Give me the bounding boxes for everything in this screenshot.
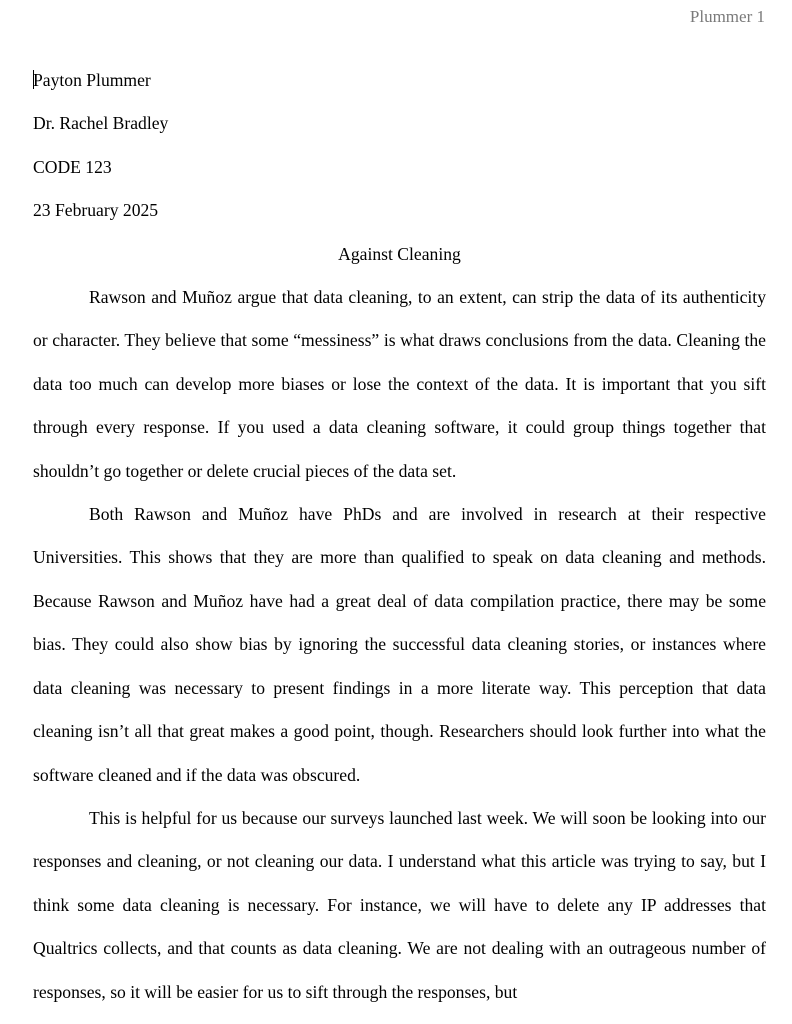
paragraph-1: Rawson and Muñoz argue that data cleaning, to an extent, can strip the data of its authenticity or character. They believe that some “messiness” is what draws conclusions from the data. Cleaning the data too much can develop more biases or lose the context of the data. It is important that you sift through every response. If you used a data cleaning software, it could group things together that shouldn’t go together or delete crucial pieces of the data set.	[33, 287, 766, 481]
course-code: CODE 123	[33, 156, 112, 177]
document-date: 23 February 2025	[33, 200, 159, 221]
student-name-line	[33, 59, 766, 102]
document-body[interactable]	[33, 59, 766, 1014]
paragraph-3: This is helpful for us because our surveys launched last week. We will soon be looking into our responses and cleaning, or not cleaning our data. I understand what this article was trying to say, but I think some data cleaning is necessary. For instance, we will have to delete any IP addresses that Qualtrics collects, and that counts as data cleaning. We are not dealing with an outrageous number of responses, so it will be easier for us to sift through the responses, but	[33, 807, 766, 1002]
paragraph-2: Both Rawson and Muñoz have PhDs and are involved in research at their respective Universities. This shows that they are more than qualified to speak on data cleaning and methods. Because Rawson and Muñoz have had a great deal of data compilation practice, there may be some bias. They could also show bias by ignoring the successful data cleaning stories, or instances where data cleaning was necessary to present findings in a more literate way. This perception that data cleaning isn’t all that great makes a good point, though. Researchers should look further into what the software cleaned and if the data was obscured.	[33, 504, 766, 785]
student-name: Payton Plummer	[33, 70, 151, 90]
essay-title: Against Cleaning	[338, 243, 461, 264]
running-head: Plummer 1	[689, 7, 765, 26]
instructor-name: Dr. Rachel Bradley	[33, 113, 169, 134]
